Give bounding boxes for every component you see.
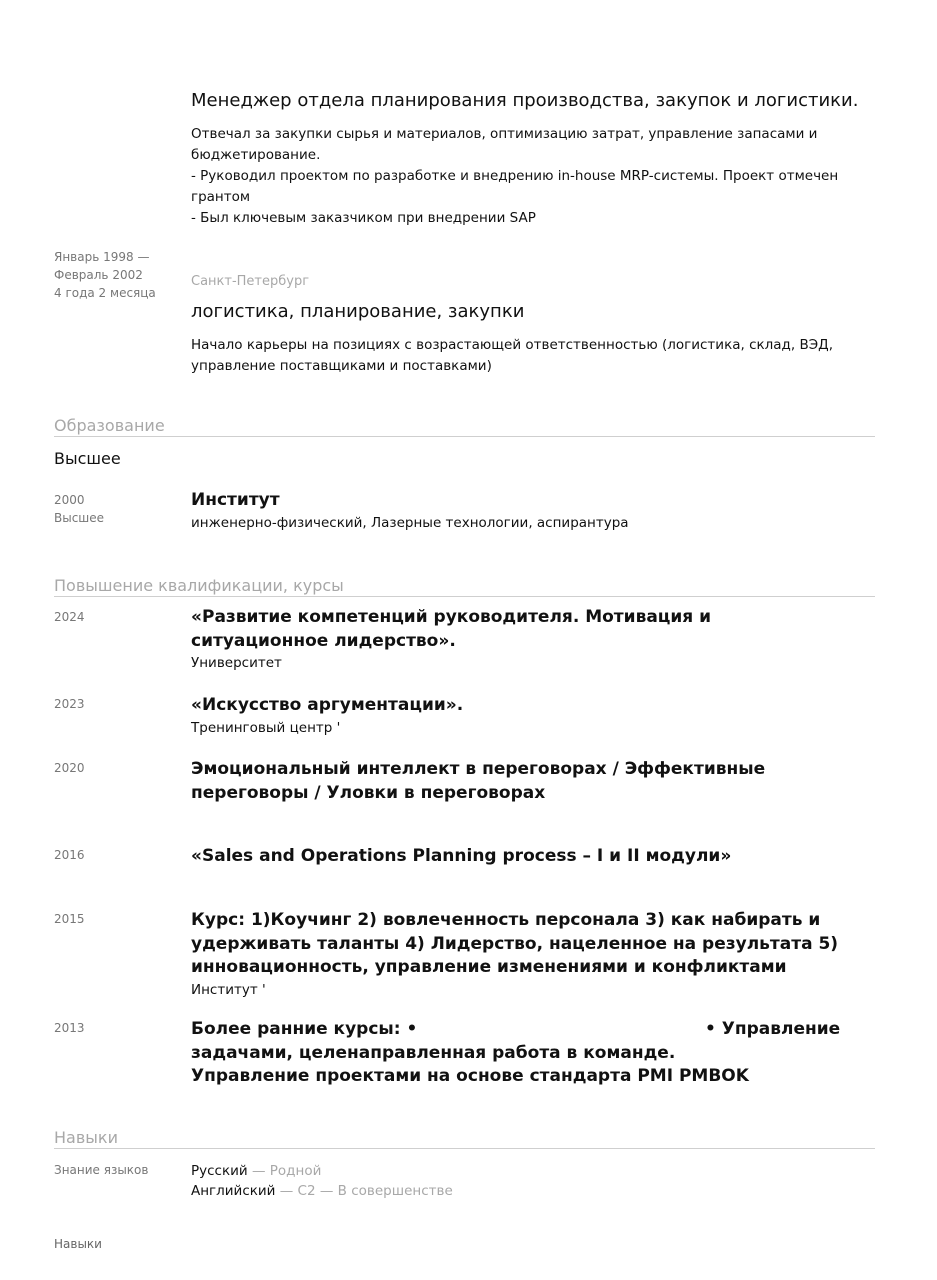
language-item: [191, 1181, 871, 1201]
course-org: Институт ': [191, 981, 266, 998]
language-level: — Родной: [247, 1163, 322, 1179]
course-title-line: переговоры / Уловки в переговорах: [191, 782, 546, 803]
language-name: Русский: [191, 1163, 248, 1179]
language-item: [191, 1161, 871, 1181]
course-item: [191, 1018, 871, 1089]
course-title-line: инновационность, управление изменениями и конфликтами: [191, 957, 787, 977]
language-level: — C2 — В совершенстве: [275, 1183, 453, 1199]
course-title-line: «Развитие компетенций руководителя. Мотивация и: [191, 607, 712, 627]
period-end: Февраль 2002: [54, 268, 143, 282]
job-description: [191, 124, 871, 229]
job-description-line: - Был ключевым заказчиком при внедрении SAP: [191, 210, 536, 226]
education-level: Высшее: [54, 449, 121, 468]
course-item: [191, 845, 871, 869]
period-duration: 4 года 2 месяца: [54, 286, 156, 300]
education-item: [191, 489, 871, 533]
course-title-part: Более ранние курсы: •: [191, 1019, 418, 1039]
job-description-line: грантом: [191, 189, 251, 205]
institution-details: инженерно-физический, Лазерные технологии, аспирантура: [191, 514, 629, 531]
language-name: Английский: [191, 1183, 276, 1199]
education-degree: Высшее: [54, 511, 105, 525]
job-description-line: бюджетирование.: [191, 147, 321, 163]
course-title-line: удерживать таланты 4) Лидерство, нацеленное на результата 5): [191, 933, 839, 954]
course-item: [191, 758, 871, 805]
job-city: Санкт-Петербург: [191, 274, 310, 289]
job-description-line: Отвечал за закупки сырья и материалов, оптимизацию затрат, управление запасами и: [191, 126, 818, 142]
course-title-line: Курс: 1)Коучинг 2) вовлеченность персонала 3) как набирать и: [191, 910, 821, 930]
course-title-line: «Искусство аргументации».: [191, 695, 464, 715]
institution-name: Институт: [191, 490, 280, 510]
section-title-courses: Повышение квалификации, курсы: [54, 576, 875, 597]
course-title-line: «Sales and Operations Planning process – I и II модули»: [191, 846, 732, 866]
job-title: логистика, планирование, закупки: [191, 301, 525, 322]
section-title-skills: Навыки: [54, 1128, 875, 1149]
languages-label: Знание языков: [54, 1163, 149, 1177]
course-year: 2015: [54, 912, 85, 926]
course-title-part: • Управление: [705, 1019, 841, 1039]
course-item: [191, 694, 871, 738]
course-item: [191, 606, 871, 673]
skills-label: Навыки: [54, 1237, 102, 1251]
course-title-line: [191, 1018, 871, 1042]
course-title-line: ситуационное лидерство».: [191, 630, 456, 651]
job-description-line: управление поставщиками и поставками): [191, 358, 492, 374]
course-item: [191, 909, 871, 1000]
languages-list: [191, 1161, 871, 1201]
course-title-line: задачами, целенаправленная работа в команде.: [191, 1042, 676, 1063]
education-meta: [54, 491, 104, 527]
course-org: Тренинговый центр ': [191, 719, 341, 736]
course-title-line: Эмоциональный интеллект в переговорах / Эффективные: [191, 759, 766, 779]
course-year: 2016: [54, 848, 85, 862]
job-description-line: Начало карьеры на позициях с возрастающей ответственностью (логистика, склад, ВЭД,: [191, 337, 834, 353]
course-year: 2023: [54, 697, 85, 711]
period-start: Январь 1998 —: [54, 250, 150, 264]
course-year: 2020: [54, 761, 85, 775]
education-year: 2000: [54, 493, 85, 507]
job-description: [191, 335, 871, 377]
job-title: Менеджер отдела планирования производства, закупок и логистики.: [191, 90, 859, 111]
course-year: 2024: [54, 610, 85, 624]
course-year: 2013: [54, 1021, 85, 1035]
course-title-line: Управление проектами на основе стандарта PMI PMBOK: [191, 1066, 749, 1086]
course-org: Университет: [191, 655, 282, 671]
section-title-education: Образование: [54, 416, 875, 437]
job-description-line: - Руководил проектом по разработке и внедрению in-house MRP-системы. Проект отмечен: [191, 168, 839, 184]
job-period: [54, 248, 156, 302]
